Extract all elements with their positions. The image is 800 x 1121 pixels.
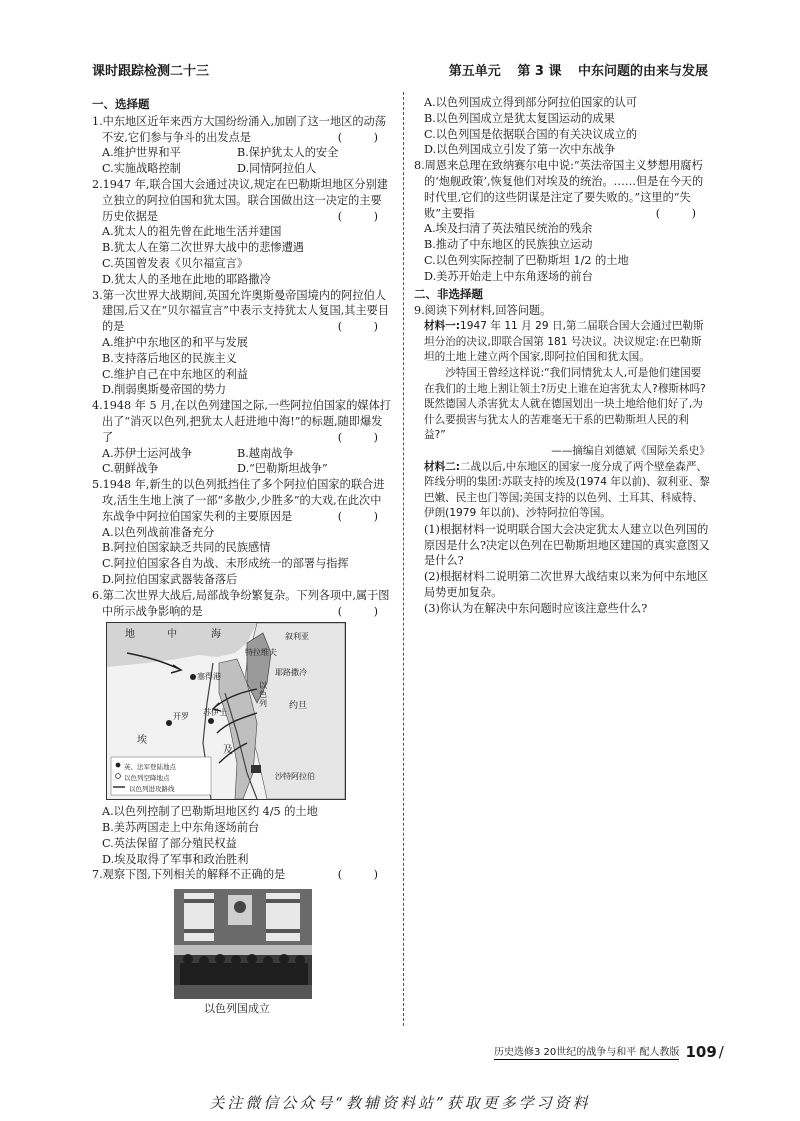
q2-option-b: B.犹太人在第二次世界大战中的悲惨遭遇 xyxy=(102,241,304,255)
q6-option-d: D.埃及取得了军事和政治胜利 xyxy=(102,852,249,866)
question-9 xyxy=(414,303,710,616)
q7-option-b: B.以色列国成立是犹太复国运动的成果 xyxy=(424,111,615,125)
column-divider xyxy=(403,92,404,1026)
right-column xyxy=(414,95,710,617)
q6-option-c: C.英法保留了部分殖民权益 xyxy=(102,836,237,850)
q9-m1-label: 材料一: xyxy=(424,320,461,333)
q9-m2-label: 材料二: xyxy=(424,460,461,473)
q1-option-c: C.实施战略控制 xyxy=(102,162,181,176)
question-3 xyxy=(92,288,392,399)
q3-option-b: B.支持落后地区的民族主义 xyxy=(102,351,237,365)
map-label-telaviv: 特拉维夫 xyxy=(245,648,277,658)
q5-stem: 5.1948 年,新生的以色列抵挡住了多个阿拉伯国家的联合进攻,活生生地上演了一部“多散少,少胜多”的大戏,在此次中东战争中阿拉伯国家失利的主要原因是 xyxy=(92,478,385,523)
q2-stem: 2.1947 年,联合国大会通过决议,规定在巴勒斯坦地区分别建立独立的阿拉伯国和犹太国。联合国做出这一决定的主要历史依据是 xyxy=(92,177,388,223)
q8-option-c: C.以色列实际控制了巴勒斯坦 1/2 的土地 xyxy=(424,253,629,267)
suez-war-map xyxy=(106,622,346,800)
q2-option-d: D.犹太人的圣地在此地的耶路撒冷 xyxy=(102,272,271,286)
q6-option-a: A.以色列控制了巴勒斯坦地区约 4/5 的土地 xyxy=(102,805,318,819)
q7-option-c: C.以色列国是依据联合国的有关决议成立的 xyxy=(424,127,638,141)
question-2 xyxy=(92,177,392,288)
q4-answer-paren: ( ) xyxy=(337,430,392,444)
header-lesson: 第 3 课 xyxy=(517,64,562,79)
map-legend-landing: 英、法军登陆地点 xyxy=(124,763,176,772)
map-label-sea-1: 地 xyxy=(125,629,135,641)
q4-option-a: A.苏伊士运河战争 xyxy=(102,446,192,460)
question-1 xyxy=(92,114,392,177)
q5-option-d: D.阿拉伯国家武器装备落后 xyxy=(102,572,238,586)
section-heading-nonchoice: 二、非选择题 xyxy=(414,286,483,301)
q7-option-a: A.以色列国成立得到部分阿拉伯国家的认可 xyxy=(424,96,638,109)
q2-answer-paren: ( ) xyxy=(337,209,392,223)
q3-option-a: A.维护中东地区的和平与发展 xyxy=(102,335,248,349)
q4-option-b: B.越南战争 xyxy=(237,446,294,460)
q9-m1-quote: 沙特国王曾经这样说:“我们同情犹太人,可是他们建国要在我们的土地上割让领土?历史上谁在迫害犹太人?穆斯林吗?既然德国人杀害犹太人就在德国划出一块土地给他们好了,为什么要损害与犹太人的苦难毫无干系的巴勒斯坦人民的利益?” xyxy=(424,366,706,442)
question-6 xyxy=(92,588,392,868)
page-footer xyxy=(494,1041,724,1061)
q6-option-b: B.美苏两国走上中东角逐场前台 xyxy=(102,821,260,835)
q9-part-2: (2)根据材料二说明第二次世界大战结束以来为何中东地区局势更加复杂。 xyxy=(424,570,709,600)
q3-option-c: C.维护自己在中东地区的利益 xyxy=(102,367,248,381)
q6-stem: 6.第二次世界大战后,局部战争纷繁复杂。下列各项中,属于图中所示战争影响的是 xyxy=(92,588,390,618)
page-header xyxy=(92,60,708,82)
map-label-israel: 以色列 xyxy=(259,681,267,709)
q7-answer-paren: ( ) xyxy=(337,868,392,882)
q8-option-d: D.美苏开始走上中东角逐场的前台 xyxy=(424,269,593,283)
photo-graphic xyxy=(174,889,312,999)
q8-option-a: A.埃及扫清了英法殖民统治的残余 xyxy=(424,222,593,236)
header-topic: 中东问题的由来与发展 xyxy=(577,64,708,79)
map-label-cairo: 开罗 xyxy=(173,712,189,722)
q3-answer-paren: ( ) xyxy=(337,320,392,334)
map-label-saudi: 沙特阿拉伯 xyxy=(275,772,315,782)
map-legend-advance: 以色列进攻路线 xyxy=(129,785,175,794)
q4-stem: 4.1948 年 5 月,在以色列建国之际,一些阿拉伯国家的媒体打出了“消灭以色列,把犹太人赶进地中海!”的标题,随即爆发了 xyxy=(92,399,391,444)
q1-answer-paren: ( ) xyxy=(337,130,392,144)
q8-stem: 8.周恩来总理在致纳赛尔电中说:“英法帝国主义梦想用腐朽的‘炮舰政策’,恢复他们对埃及的统治。……但是在今天的时代里,它们的这些阴谋是注定了要失败的。”这里的“失败”主要指 xyxy=(414,159,704,220)
map-label-egypt-1: 埃 xyxy=(137,735,147,747)
footer-book-title: 历史选修3 20世纪的战争与和平 配人教版 xyxy=(494,1043,679,1060)
watermark-text: 关注微信公众号“教辅资料站”获取更多学习资料 xyxy=(209,1094,591,1112)
q9-m1-source: ——摘编自刘德斌《国际关系史》 xyxy=(551,444,710,457)
q1-option-d: D.同情阿拉伯人 xyxy=(237,162,317,176)
map-label-egypt-2: 及 xyxy=(223,745,233,757)
q5-answer-paren: ( ) xyxy=(337,509,392,523)
q8-option-b: B.推动了中东地区的民族独立运动 xyxy=(424,238,593,252)
q1-option-a: A.维护世界和平 xyxy=(102,146,181,160)
header-unit: 第五单元 xyxy=(448,64,501,79)
q6-answer-paren: ( ) xyxy=(337,604,392,618)
photo-caption: 以色列国成立 xyxy=(204,1002,270,1016)
page-number: 109 xyxy=(685,1042,717,1061)
q8-answer-paren: ( ) xyxy=(655,206,710,220)
header-lesson-info xyxy=(437,60,708,79)
q5-option-c: C.阿拉伯国家各自为战、未形成统一的部署与指挥 xyxy=(102,557,349,571)
map-legend-airdrop: 以色列空降地点 xyxy=(124,774,170,783)
question-4 xyxy=(92,398,392,477)
q9-stem: 9.阅读下列材料,回答问题。 xyxy=(414,304,552,318)
q2-option-a: A.犹太人的祖先曾在此地生活并建国 xyxy=(102,225,282,239)
map-label-jerusalem: 耶路撒冷 xyxy=(275,668,307,678)
q3-stem: 3.第一次世界大战期间,英国允许奥斯曼帝国境内的阿拉伯人建国,后又在“贝尔福宣言”中表示支持犹太人复国,其主要目的是 xyxy=(92,288,390,334)
q9-m1-text: 1947 年 11 月 29 日,第二届联合国大会通过巴勒斯坦分治的决议,即联合国第 181 号决议。决议规定:在巴勒斯坦的土地上建立两个国家,即阿拉伯国和犹太国。 xyxy=(424,320,704,364)
q3-option-d: D.削弱奥斯曼帝国的势力 xyxy=(102,383,227,397)
q1-option-b: B.保护犹太人的安全 xyxy=(237,146,339,160)
map-label-sea-3: 海 xyxy=(211,629,221,641)
q9-material-2 xyxy=(414,460,710,522)
question-8 xyxy=(414,158,710,284)
map-label-suez: 苏伊士 xyxy=(203,708,227,718)
q7-stem: 7.观察下图,下列相关的解释不正确的是 xyxy=(92,868,286,882)
map-label-jordan: 约旦 xyxy=(289,701,308,712)
q4-option-d: D.“巴勒斯坦战争” xyxy=(237,462,328,476)
header-title: 课时跟踪检测二十三 xyxy=(92,64,210,79)
q9-material-1 xyxy=(414,319,710,366)
q2-option-c: C.英国曾发表《贝尔福宣言》 xyxy=(102,256,248,270)
q9-part-3: (3)你认为在解决中东问题时应该注意些什么? xyxy=(424,601,648,615)
map-label-sea-2: 中 xyxy=(167,629,177,641)
q5-option-a: A.以色列战前准备充分 xyxy=(102,525,215,539)
question-5 xyxy=(92,477,392,588)
map-label-syria: 叙利亚 xyxy=(285,632,309,642)
map-label-portsaid: 塞得港 xyxy=(197,672,221,682)
q9-part-1: (1)根据材料一说明联合国大会决定犹太人建立以色列国的原因是什么?决定以色列在巴勒斯坦地区建国的真实意图又是什么? xyxy=(424,522,710,568)
question-7 xyxy=(92,867,392,1017)
section-heading-choice: 一、选择题 xyxy=(92,97,150,111)
q5-option-b: B.阿拉伯国家缺乏共同的民族感情 xyxy=(102,541,271,555)
q4-option-c: C.朝鲜战争 xyxy=(102,462,159,476)
q9-m2-text: 二战以后,中东地区的国家一度分成了两个壁垒森严、阵线分明的集团:苏联支持的埃及(1974 年以前)、叙利亚、黎巴嫩、民主也门等国;美国支持的以色列、土耳其、科威特、伊朗(1979 年以前)、沙特阿拉伯等国。 xyxy=(424,460,710,520)
footer-slash: / xyxy=(718,1042,724,1061)
q7-option-d: D.以色列国成立引发了第一次中东战争 xyxy=(424,143,616,157)
q1-stem: 1.中东地区近年来西方大国纷纷涌入,加剧了这一地区的动荡不安,它们参与争斗的出发点是 xyxy=(92,114,386,144)
israel-founding-photo xyxy=(174,889,312,999)
left-column xyxy=(92,95,392,1017)
